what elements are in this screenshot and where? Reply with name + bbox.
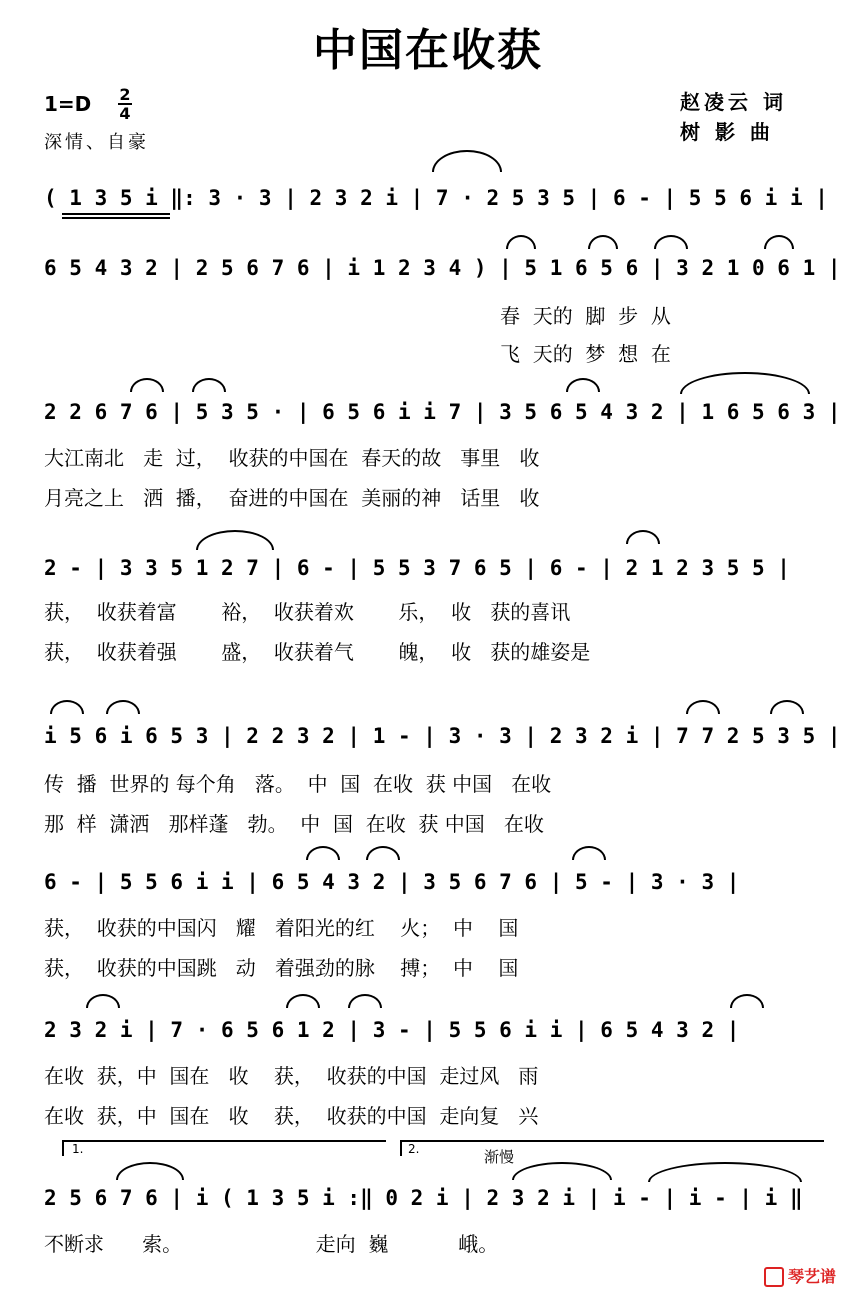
- slur-mark: [626, 530, 660, 544]
- lyric-row-4-verse-2: 获， 收获着强 盛， 收获着气 魄， 收 获的雄姿是: [44, 640, 591, 664]
- lyric-row-7-verse-2: 在收 获，中 国在 收 获， 收获的中国 走向复 兴: [44, 1104, 539, 1128]
- watermark-text: 琴艺谱: [787, 1266, 836, 1286]
- volta-bracket-1: [62, 1140, 386, 1156]
- volta-label-2: 2.: [408, 1142, 420, 1156]
- slur-mark: [130, 378, 164, 392]
- slur-mark: [432, 150, 502, 172]
- notation-row-5: i 5 6 i 6 5 3 | 2 2 3 2 | 1 - | 3 · 3 | 2 3 2 i | 7 7 2 5 3 5 |: [44, 724, 841, 748]
- lyric-row-5-verse-2: 那 样 潇洒 那样蓬 勃。 中 国 在收 获 中国 在收: [44, 812, 544, 836]
- slur-mark: [286, 994, 320, 1008]
- slur-mark: [196, 530, 274, 550]
- slur-mark: [566, 378, 600, 392]
- slur-mark: [116, 1162, 184, 1180]
- lyric-row-2-verse-1: 春 天的 脚 步 从: [500, 304, 671, 328]
- page-title: 中国在收获: [313, 25, 543, 76]
- slur-mark: [764, 235, 794, 249]
- slur-mark: [86, 994, 120, 1008]
- time-bottom: 4: [119, 104, 131, 123]
- lyric-row-6-verse-1: 获， 收获的中国闪 耀 着阳光的红 火； 中 国: [44, 916, 519, 940]
- lyric-row-3-verse-1: 大江南北 走 过， 收获的中国在 春天的故 事里 收: [44, 446, 540, 470]
- tempo-marking: 渐慢: [484, 1148, 515, 1166]
- slur-mark: [512, 1162, 612, 1180]
- lyric-row-2-verse-2: 飞 天的 梦 想 在: [500, 342, 671, 366]
- notation-row-6: 6 - | 5 5 6 i i | 6 5 4 3 2 | 3 5 6 7 6 | 5 - | 3 · 3 |: [44, 870, 740, 894]
- key-signature: 1=D: [44, 92, 92, 116]
- notation-row-8: 2 5 6 7 6 | i ( 1 3 5 i :‖ 0 2 i | 2 3 2 i | i - | i - | i ‖: [44, 1186, 803, 1210]
- lyric-row-8-verse-1: 不断求 索。 走向 巍 峨。: [44, 1232, 499, 1256]
- lyric-row-4-verse-1: 获， 收获着富 裕， 收获着欢 乐， 收 获的喜讯: [44, 600, 571, 624]
- slur-mark: [686, 700, 720, 714]
- volta-bracket-2: [400, 1140, 824, 1156]
- underline: [62, 217, 170, 219]
- notation-row-3: 2 2 6 7 6 | 5 3 5 · | 6 5 6 i i 7 | 3 5 6 5 4 3 2 | 1 6 5 6 3 |: [44, 400, 841, 424]
- lyric-row-7-verse-1: 在收 获，中 国在 收 获， 收获的中国 走过风 雨: [44, 1064, 539, 1088]
- slur-mark: [572, 846, 606, 860]
- lyric-row-6-verse-2: 获， 收获的中国跳 动 着强劲的脉 搏； 中 国: [44, 956, 519, 980]
- notation-row-7: 2 3 2 i | 7 · 6 5 6 1 2 | 3 - | 5 5 6 i i | 6 5 4 3 2 |: [44, 1018, 740, 1042]
- slur-mark: [366, 846, 400, 860]
- time-top: 2: [119, 85, 131, 104]
- slur-mark: [680, 372, 810, 394]
- slur-mark: [654, 235, 688, 249]
- volta-label-1: 1.: [72, 1142, 84, 1156]
- notation-row-4: 2 - | 3 3 5 1 2 7 | 6 - | 5 5 3 7 6 5 | 6 - | 2 1 2 3 5 5 |: [44, 556, 790, 580]
- slur-mark: [306, 846, 340, 860]
- lyricist: 赵凌云 词: [680, 90, 787, 114]
- slur-mark: [192, 378, 226, 392]
- notation-row-1: ( 1 3 5 i ‖: 3 · 3 | 2 3 2 i | 7 · 2 5 3 5 | 6 - | 5 5 6 i i |: [44, 186, 828, 210]
- slur-mark: [50, 700, 84, 714]
- slur-mark: [348, 994, 382, 1008]
- expression-mark: 深情、自豪: [44, 132, 149, 153]
- site-watermark: [764, 1264, 836, 1288]
- slur-mark: [588, 235, 618, 249]
- slur-mark: [106, 700, 140, 714]
- notation-row-2: 6 5 4 3 2 | 2 5 6 7 6 | i 1 2 3 4 ) | 5 1 6 5 6 | 3 2 1 0 6 1 |: [44, 256, 841, 280]
- slur-mark: [506, 235, 536, 249]
- watermark-logo-icon: [764, 1267, 784, 1287]
- time-signature: [118, 86, 132, 122]
- slur-mark: [770, 700, 804, 714]
- composer: 树 影 曲: [680, 120, 774, 144]
- lyric-row-3-verse-2: 月亮之上 洒 播， 奋进的中国在 美丽的神 话里 收: [44, 486, 540, 510]
- underline: [62, 213, 170, 215]
- slur-mark: [730, 994, 764, 1008]
- lyric-row-5-verse-1: 传 播 世界的 每个角 落。 中 国 在收 获 中国 在收: [44, 772, 552, 796]
- slur-mark: [648, 1162, 802, 1182]
